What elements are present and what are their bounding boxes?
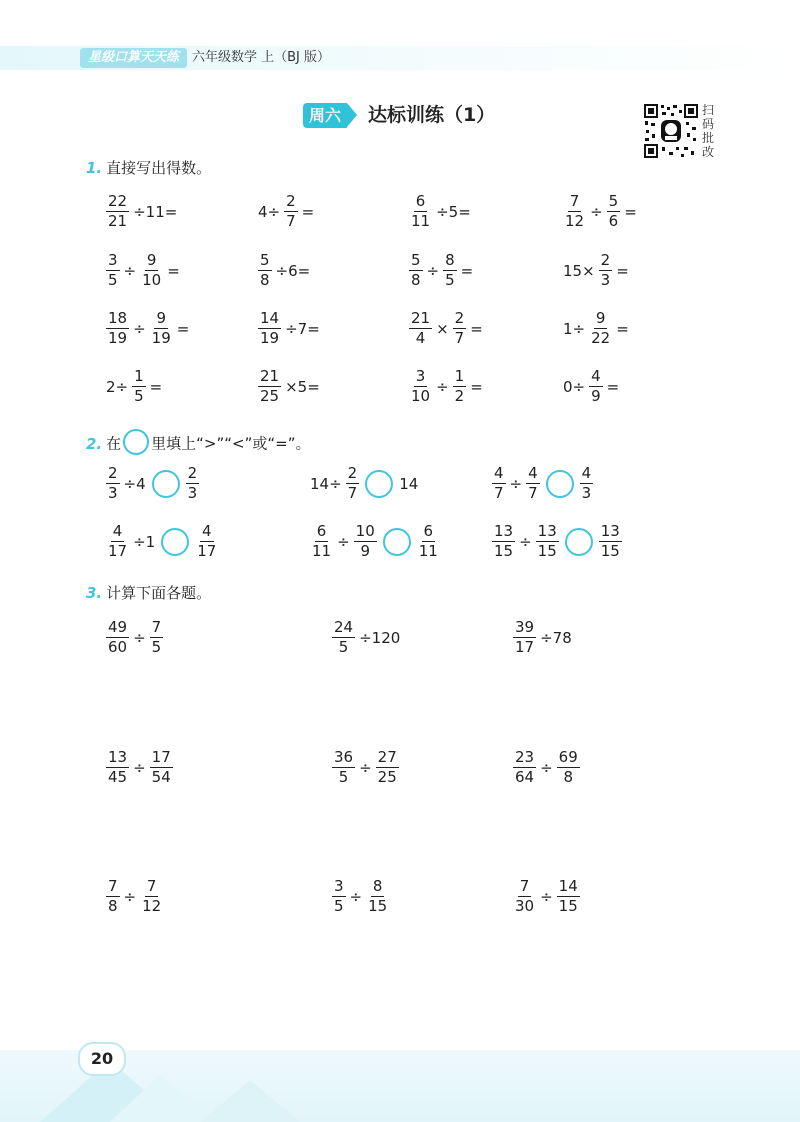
numerator: 24: [334, 618, 354, 636]
denominator: 12: [565, 212, 585, 230]
numerator: 4: [494, 464, 504, 482]
fraction: [443, 253, 457, 288]
denominator: 5: [338, 768, 349, 786]
q1-problem: [104, 369, 164, 404]
fraction: [284, 194, 298, 229]
operator-text: ÷: [337, 532, 350, 551]
fraction: [332, 750, 355, 785]
operator-text: ÷: [509, 474, 523, 493]
numerator: 8: [372, 877, 383, 895]
numerator: 6: [415, 192, 426, 210]
denominator: 3: [581, 484, 592, 502]
fraction: [536, 524, 559, 559]
operator-text: 2÷: [106, 377, 129, 396]
operator-text: ÷120: [359, 628, 401, 647]
fraction: [150, 750, 173, 785]
fraction: [332, 620, 355, 655]
fraction: [453, 311, 467, 346]
fraction: [366, 879, 389, 914]
numerator: 3: [108, 251, 118, 269]
fraction: [492, 466, 506, 501]
numerator: 4: [528, 464, 538, 482]
denominator: 21: [108, 212, 128, 230]
numerator: 22: [108, 192, 128, 210]
section-title-end: 里填上“>”“<”或“=”。: [151, 434, 311, 453]
operator-text: ÷5=: [436, 202, 471, 221]
operator-text: ÷: [133, 319, 146, 338]
denominator: 3: [600, 271, 611, 289]
fraction: [557, 879, 580, 914]
fraction: [563, 194, 586, 229]
fraction: [417, 524, 440, 559]
denominator: 3: [108, 484, 118, 502]
fraction: [150, 620, 164, 655]
denominator: 12: [142, 897, 162, 915]
denominator: 5: [445, 271, 455, 289]
denominator: 64: [515, 768, 535, 786]
numerator: 2: [454, 309, 465, 327]
q1-problem: [256, 253, 312, 288]
section-2-heading: [86, 431, 311, 457]
operator-text: =: [616, 319, 629, 338]
denominator: 15: [368, 897, 388, 915]
numerator: 7: [146, 877, 157, 895]
q2-comparison: [308, 524, 442, 559]
numerator: 4: [591, 367, 601, 385]
numerator: 13: [537, 522, 557, 540]
numerator: 49: [108, 618, 128, 636]
fraction: [106, 879, 120, 914]
fraction: [106, 524, 129, 559]
denominator: 7: [347, 484, 358, 502]
numerator: 27: [377, 748, 397, 766]
denominator: 9: [591, 387, 601, 405]
fraction: [599, 524, 622, 559]
fraction: [258, 253, 272, 288]
qr-caption-char: 扫: [702, 103, 715, 117]
denominator: 17: [515, 638, 535, 656]
operator-text: ÷: [436, 377, 449, 396]
denominator: 15: [494, 542, 514, 560]
numerator: 9: [595, 309, 606, 327]
q1-problem: [104, 194, 179, 229]
operator-text: =: [301, 202, 315, 221]
numerator: 4: [581, 464, 592, 482]
denominator: 17: [197, 542, 217, 560]
section-title-start: 在: [106, 434, 122, 453]
numerator: 5: [411, 251, 421, 269]
section-1-heading: [86, 158, 211, 178]
denominator: 25: [377, 768, 397, 786]
fraction: [513, 750, 536, 785]
q1-problem: [561, 194, 639, 229]
day-badge: 周六: [303, 103, 347, 128]
numerator: 6: [316, 522, 327, 540]
fraction: [453, 369, 467, 404]
fraction: [106, 620, 129, 655]
fraction: [409, 194, 432, 229]
fraction: [332, 879, 346, 914]
numerator: 6: [423, 522, 434, 540]
denominator: 6: [608, 212, 619, 230]
denominator: 54: [151, 768, 171, 786]
numerator: 36: [334, 748, 354, 766]
numerator: 4: [201, 522, 212, 540]
fraction: [526, 466, 540, 501]
q2-comparison: [490, 466, 595, 501]
denominator: 19: [108, 329, 128, 347]
q3-problem: [511, 750, 582, 785]
numerator: 9: [146, 251, 157, 269]
denominator: 7: [494, 484, 504, 502]
q1-problem: [256, 311, 322, 346]
answer-circle[interactable]: [383, 528, 411, 556]
denominator: 11: [418, 542, 438, 560]
numerator: 7: [569, 192, 580, 210]
fraction: [580, 466, 594, 501]
denominator: 25: [260, 387, 280, 405]
fraction: [106, 194, 129, 229]
answer-circle[interactable]: [565, 528, 593, 556]
denominator: 7: [528, 484, 538, 502]
fraction: [106, 750, 129, 785]
fraction: [409, 253, 423, 288]
operator-text: ÷: [133, 758, 146, 777]
q2-comparison: [490, 524, 624, 559]
answer-circle[interactable]: [546, 470, 574, 498]
numerator: 7: [108, 877, 118, 895]
denominator: 5: [334, 897, 344, 915]
q2-comparison: [308, 466, 420, 501]
denominator: 7: [454, 329, 465, 347]
numerator: 14: [558, 877, 578, 895]
denominator: 19: [260, 329, 280, 347]
numerator: 2: [108, 464, 118, 482]
denominator: 4: [415, 329, 426, 347]
operator-text: ÷: [133, 628, 146, 647]
qr-caption-char: 码: [702, 117, 715, 131]
fraction: [140, 879, 163, 914]
fraction: [376, 750, 399, 785]
q3-problem: [511, 879, 582, 914]
operator-text: 1÷: [563, 319, 586, 338]
circle-symbol-icon: [123, 429, 149, 455]
operator-text: =: [460, 261, 474, 280]
numerator: 3: [415, 367, 426, 385]
section-number: 1.: [86, 159, 103, 177]
operator-text: ÷: [123, 261, 137, 280]
fraction: [258, 369, 281, 404]
answer-circle[interactable]: [365, 470, 393, 498]
numerator: 2: [347, 464, 358, 482]
operator-text: 0÷: [563, 377, 586, 396]
q3-problem: [104, 620, 165, 655]
page-number: 20: [78, 1042, 126, 1076]
q3-problem: [330, 879, 391, 914]
day-badge-arrow: [347, 103, 357, 127]
operator-text: =: [624, 202, 637, 221]
operator-text: =: [176, 319, 190, 338]
q3-problem: [330, 750, 401, 785]
operator-text: ÷: [426, 261, 440, 280]
section-3-heading: [86, 583, 211, 603]
fraction: [513, 620, 536, 655]
operator-text: ÷78: [540, 628, 572, 647]
q1-problem: [407, 194, 473, 229]
numerator: 17: [151, 748, 171, 766]
q1-problem: [561, 253, 631, 288]
denominator: 3: [187, 484, 198, 502]
section-title: 直接写出得数。: [106, 159, 212, 177]
operator-text: ×5=: [285, 377, 320, 396]
q1-problem: [407, 369, 485, 404]
fraction: [409, 311, 432, 346]
operator-text: =: [470, 319, 483, 338]
numerator: 1: [134, 367, 144, 385]
q3-problem: [104, 750, 175, 785]
operator-text: 14÷: [310, 474, 342, 493]
denominator: 8: [411, 271, 421, 289]
fraction: [599, 253, 613, 288]
fraction: [106, 466, 120, 501]
fraction: [132, 369, 146, 404]
denominator: 8: [260, 271, 270, 289]
numerator: 13: [494, 522, 514, 540]
operator-text: =: [167, 261, 180, 280]
fraction: [150, 311, 173, 346]
q1-problem: [104, 311, 191, 346]
numerator: 1: [454, 367, 465, 385]
fraction: [140, 253, 163, 288]
q3-problem: [104, 879, 165, 914]
q1-problem: [256, 369, 322, 404]
denominator: 19: [151, 329, 171, 347]
denominator: 11: [411, 212, 431, 230]
q1-problem: [561, 369, 621, 404]
numerator: 14: [260, 309, 280, 327]
fraction: [513, 879, 536, 914]
page-title: 达标训练（1）: [368, 104, 496, 126]
denominator: 17: [108, 542, 128, 560]
fraction: [106, 253, 120, 288]
operator-text: ÷: [359, 758, 372, 777]
q1-problem: [256, 194, 316, 229]
q1-problem: [561, 311, 631, 346]
operator-text: =: [616, 261, 629, 280]
q2-comparison: [104, 524, 220, 559]
numerator: 8: [445, 251, 455, 269]
denominator: 60: [108, 638, 128, 656]
qr-caption: [702, 103, 716, 159]
denominator: 10: [142, 271, 162, 289]
denominator: 5: [134, 387, 144, 405]
operator-text: 14: [399, 474, 419, 493]
denominator: 9: [360, 542, 370, 560]
fraction: [346, 466, 360, 501]
operator-text: ×: [436, 319, 449, 338]
operator-text: ÷11=: [133, 202, 178, 221]
q1-problem: [407, 311, 485, 346]
operator-text: =: [470, 377, 483, 396]
q3-problem: [330, 620, 402, 655]
section-number: 2.: [86, 434, 103, 453]
denominator: 5: [151, 638, 162, 656]
operator-text: ÷: [540, 758, 553, 777]
numerator: 9: [156, 309, 166, 327]
operator-text: ÷4: [123, 474, 146, 493]
denominator: 15: [600, 542, 620, 560]
numerator: 21: [260, 367, 280, 385]
numerator: 39: [515, 618, 535, 636]
denominator: 15: [558, 897, 578, 915]
operator-text: ÷: [590, 202, 603, 221]
operator-text: ÷: [349, 887, 363, 906]
denominator: 22: [591, 329, 611, 347]
numerator: 5: [260, 251, 270, 269]
operator-text: ÷: [123, 887, 137, 906]
denominator: 30: [515, 897, 535, 915]
qr-caption-char: 改: [702, 145, 715, 159]
numerator: 69: [558, 748, 578, 766]
denominator: 8: [563, 768, 573, 786]
operator-text: ÷: [540, 887, 553, 906]
qr-caption-char: 批: [702, 131, 715, 145]
numerator: 23: [515, 748, 535, 766]
fraction: [195, 524, 218, 559]
denominator: 5: [108, 271, 118, 289]
denominator: 45: [108, 768, 128, 786]
fraction: [258, 311, 281, 346]
numerator: 2: [600, 251, 611, 269]
fraction: [589, 311, 612, 346]
fraction: [186, 466, 200, 501]
numerator: 13: [108, 748, 128, 766]
section-number: 3.: [86, 584, 103, 602]
numerator: 7: [519, 877, 530, 895]
fraction: [607, 194, 621, 229]
operator-text: ÷1: [133, 532, 156, 551]
denominator: 5: [338, 638, 349, 656]
answer-circle[interactable]: [152, 470, 180, 498]
q1-problem: [104, 253, 182, 288]
numerator: 13: [600, 522, 620, 540]
book-brand: 星级口算天天练: [80, 48, 187, 68]
numerator: 10: [355, 522, 375, 540]
operator-text: =: [149, 377, 163, 396]
numerator: 7: [151, 618, 162, 636]
book-subtitle: 六年级数学 上（BJ 版）: [192, 50, 331, 65]
q3-problem: [511, 620, 574, 655]
operator-text: =: [606, 377, 620, 396]
fraction: [354, 524, 377, 559]
numerator: 2: [187, 464, 198, 482]
q2-comparison: [104, 466, 201, 501]
numerator: 21: [411, 309, 431, 327]
operator-text: ÷: [519, 532, 532, 551]
answer-circle[interactable]: [161, 528, 189, 556]
denominator: 10: [411, 387, 431, 405]
fraction: [492, 524, 515, 559]
fraction: [557, 750, 580, 785]
fraction: [106, 311, 129, 346]
fraction: [409, 369, 432, 404]
fraction: [310, 524, 333, 559]
section-title: 计算下面各题。: [106, 584, 212, 602]
denominator: 15: [537, 542, 557, 560]
numerator: 4: [112, 522, 123, 540]
operator-text: 4÷: [258, 202, 281, 221]
denominator: 7: [286, 212, 296, 230]
q1-problem: [407, 253, 475, 288]
operator-text: 15×: [563, 261, 595, 280]
numerator: 3: [334, 877, 344, 895]
numerator: 18: [108, 309, 128, 327]
fraction: [589, 369, 603, 404]
numerator: 2: [286, 192, 296, 210]
qr-code-icon[interactable]: [643, 103, 699, 159]
operator-text: ÷6=: [275, 261, 311, 280]
operator-text: ÷7=: [285, 319, 320, 338]
denominator: 2: [454, 387, 465, 405]
denominator: 11: [312, 542, 332, 560]
numerator: 5: [608, 192, 619, 210]
denominator: 8: [108, 897, 118, 915]
